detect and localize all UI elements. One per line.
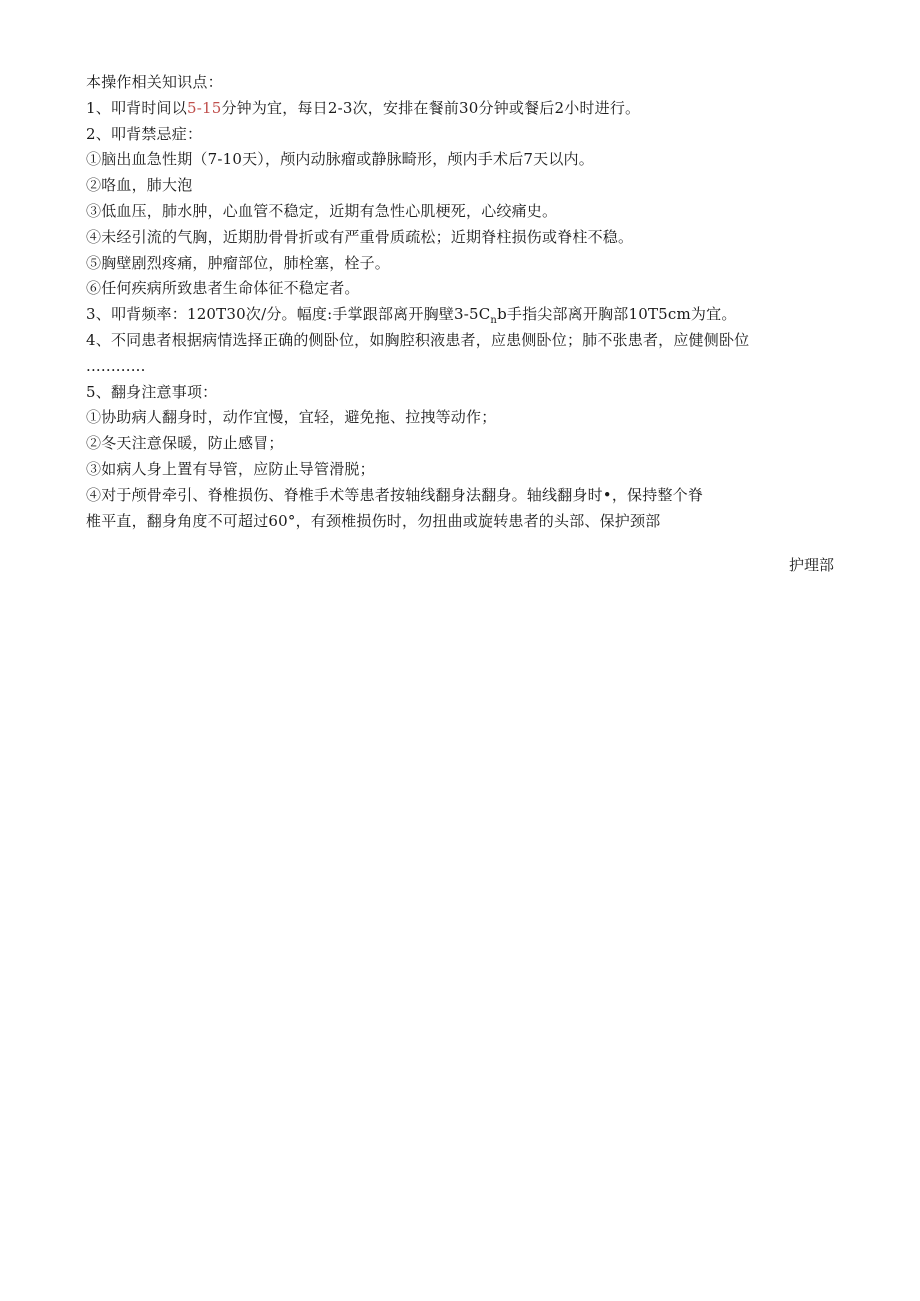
- turning-note-4: ④对于颅骨牵引、脊椎损伤、脊椎手术等患者按轴线翻身法翻身。轴线翻身时•，保持整个脊: [86, 485, 704, 504]
- ellipsis-dots: ............: [86, 356, 146, 375]
- contraindication-3: ③低血压，肺水肿，心血管不稳定，近期有急性心肌梗死，心绞痛史。: [86, 201, 558, 220]
- item-1-highlight: 5-15: [186, 98, 222, 117]
- contraindication-5: ⑤胸壁剧烈疼痛，肿瘤部位，肺栓塞，栓子。: [86, 253, 391, 272]
- turning-note-3: ③如病人身上置有导管，应防止导管滑脱；: [86, 459, 375, 478]
- item-3-subscript: n: [490, 315, 498, 327]
- section-heading: 本操作相关知识点：: [86, 73, 223, 91]
- turning-note-2: ②冬天注意保暖，防止感冒；: [86, 434, 284, 453]
- contraindication-4: ④未经引流的气胸，近期肋骨骨折或有严重骨质疏松；近期脊柱损伤或脊柱不稳。: [86, 227, 634, 246]
- item-3-prefix: 3、叩背频率：120T30次/分。幅度:手掌跟部离开胸壁3-5C: [86, 305, 491, 324]
- item-1-suffix: 分钟为宜，每日2-3次，安排在餐前30分钟或餐后2小时进行。: [221, 98, 641, 117]
- turning-note-4-continued: 椎平直，翻身角度不可超过60°，有颈椎损伤时，勿扭曲或旋转患者的头部、保护颈部: [86, 511, 661, 530]
- item-3-frequency: [86, 302, 846, 328]
- item-2-title: 2、叩背禁忌症：: [86, 124, 203, 143]
- signature: 护理部: [788, 556, 834, 574]
- item-4-position: 4、不同患者根据病情选择正确的侧卧位，如胸腔积液患者，应患侧卧位；肺不张患者，应健侧卧位: [86, 330, 750, 349]
- item-3-suffix: b手指尖部离开胸部10T5cm为宜。: [497, 305, 737, 324]
- turning-note-1: ①协助病人翻身时，动作宜慢，宜轻，避免拖、拉拽等动作；: [86, 408, 497, 427]
- contraindication-6: ⑥任何疾病所致患者生命体征不稳定者。: [86, 279, 360, 298]
- contraindication-2: ②咯血，肺大泡: [86, 176, 193, 195]
- document-body: [86, 70, 846, 534]
- item-1-duration: [86, 96, 846, 122]
- item-5-title: 5、翻身注意事项：: [86, 382, 218, 401]
- contraindication-1: ①脑出血急性期（7-10天），颅内动脉瘤或静脉畸形，颅内手术后7天以内。: [86, 150, 594, 169]
- item-1-prefix: 1、叩背时间以: [86, 98, 187, 117]
